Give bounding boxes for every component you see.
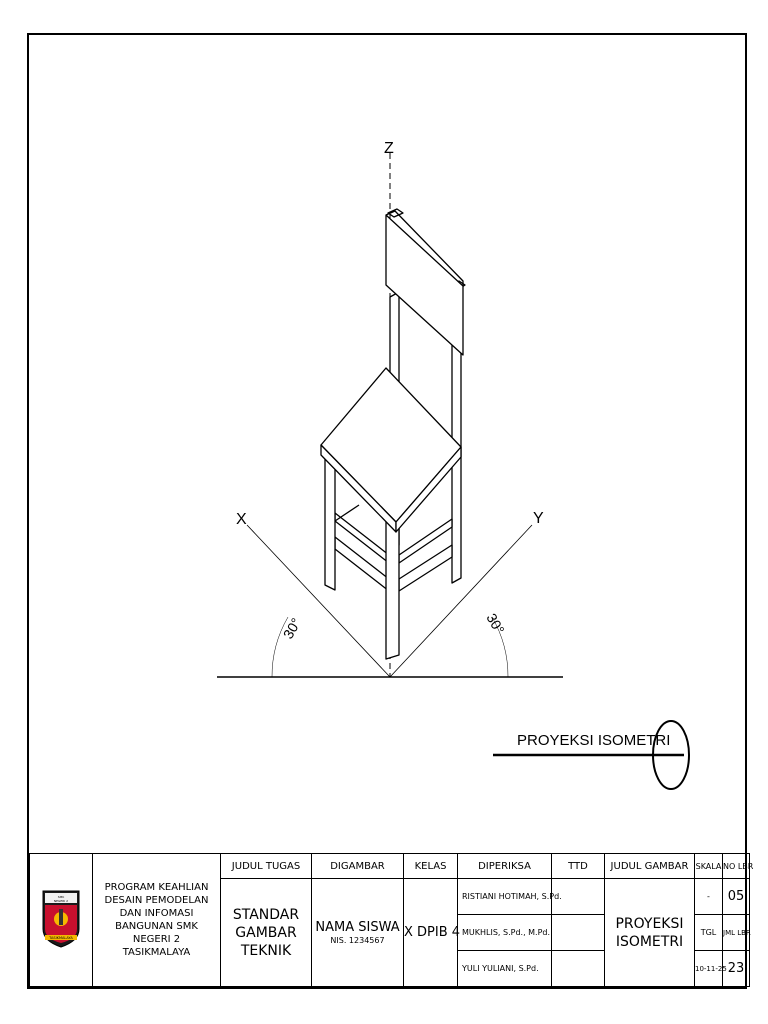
axis-z-label: Z <box>384 140 394 157</box>
program-info: PROGRAM KEAHLIAN DESAIN PEMODELAN DAN INFOMASI BANGUNAN SMK NEGERI 2 TASIKMALAYA <box>93 854 221 987</box>
judul-tugas-value: STANDAR GAMBAR TEKNIK <box>221 879 312 987</box>
angle-left-label: 30° <box>279 615 305 642</box>
student-nis: NIS. 1234567 <box>330 936 385 945</box>
header-ttd: TTD <box>552 854 605 879</box>
angle-right-label: 30° <box>483 610 508 637</box>
tgl-label: TGL <box>695 915 723 951</box>
skala-value: - <box>695 879 723 915</box>
header-diperiksa: DIPERIKSA <box>458 854 552 879</box>
chair-drawing <box>321 209 465 659</box>
svg-text:SMK: SMK <box>57 894 65 899</box>
jml-lbr-label: JML LBR <box>723 915 750 951</box>
header-judul-gambar: JUDUL GAMBAR <box>605 854 695 879</box>
no-lbr-value: 05 <box>723 879 750 915</box>
signature-2 <box>552 915 605 951</box>
digambar-cell <box>312 879 404 987</box>
examiner-3: YULI YULIANI, S.Pd. <box>458 951 552 987</box>
title-block <box>29 853 754 987</box>
tgl-value: 10-11-25 <box>695 951 723 987</box>
header-digambar: DIGAMBAR <box>312 854 404 879</box>
jml-lbr-value: 23 <box>723 951 750 987</box>
examiner-1: RISTIANI HOTIMAH, S.Pd. <box>458 879 552 915</box>
svg-text:NEGERI 2: NEGERI 2 <box>53 898 69 903</box>
examiner-2: MUKHLIS, S.Pd., M.Pd. <box>458 915 552 951</box>
drawing-sheet <box>27 33 754 989</box>
school-logo <box>30 854 93 987</box>
student-name: NAMA SISWA <box>315 920 400 935</box>
svg-text:TASIKMALAYA: TASIKMALAYA <box>49 935 73 940</box>
header-kelas: KELAS <box>404 854 458 879</box>
signature-3 <box>552 951 605 987</box>
axis-y-label: Y <box>533 510 544 527</box>
isometric-drawing <box>29 35 744 855</box>
kelas-value: X DPIB 4 <box>404 879 458 987</box>
header-skala: SKALA <box>695 854 723 879</box>
header-judul-tugas: JUDUL TUGAS <box>221 854 312 879</box>
school-emblem-icon <box>41 889 81 949</box>
view-title: PROYEKSI ISOMETRI <box>517 732 671 749</box>
axis-x-label: X <box>236 511 247 528</box>
judul-gambar-value: PROYEKSI ISOMETRI <box>605 879 695 987</box>
header-no-lbr: NO LBR <box>723 854 750 879</box>
